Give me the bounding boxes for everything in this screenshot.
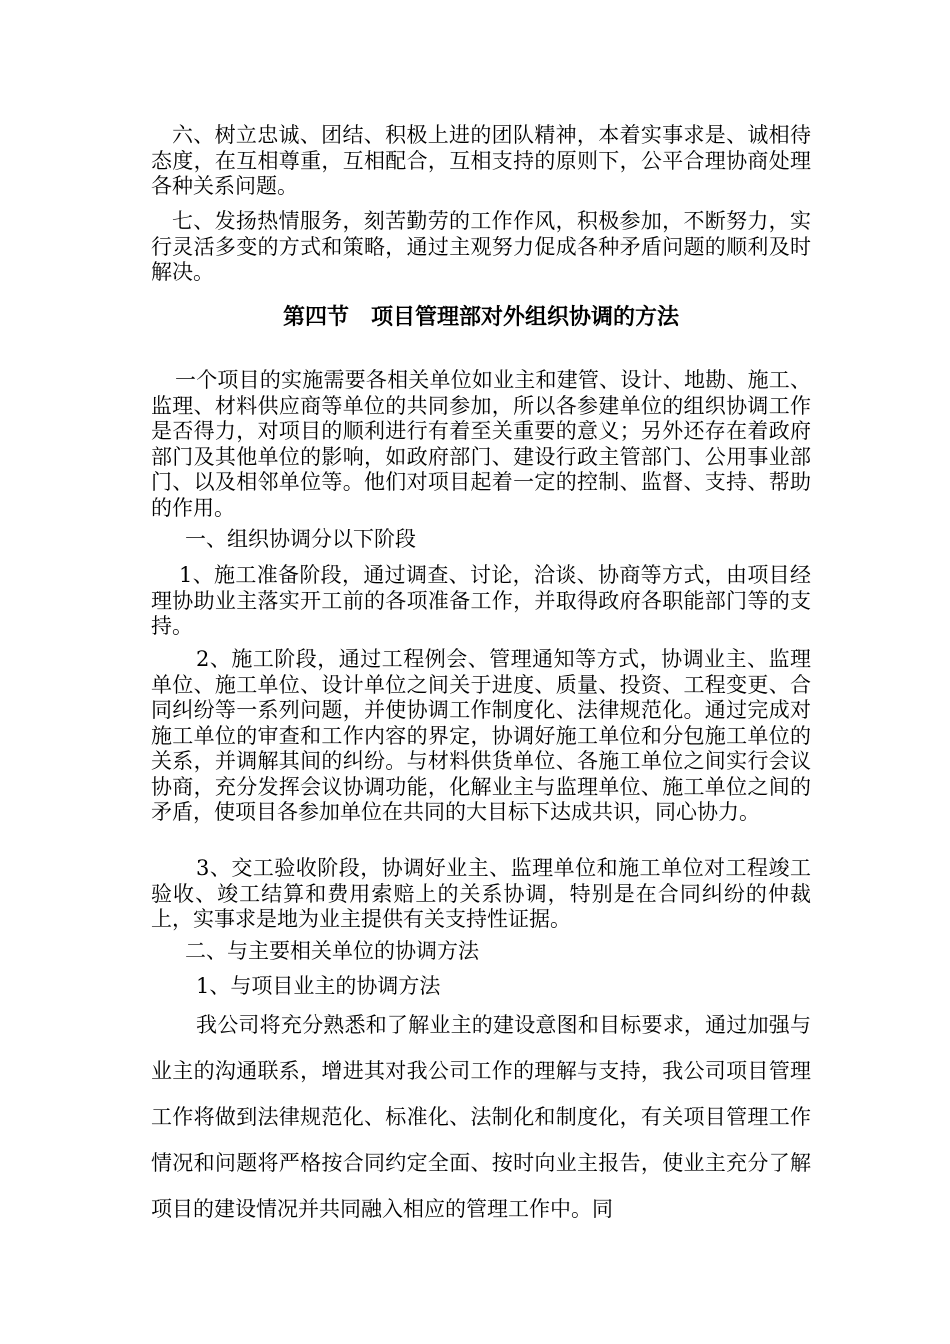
subheading-coordination-methods: 二、与主要相关单位的协调方法 bbox=[185, 939, 479, 963]
subheading-owner-coordination: 1、与项目业主的协调方法 bbox=[196, 974, 441, 998]
intro-paragraph: 一个项目的实施需要各相关单位如业主和建管、设计、地勘、施工、监理、材料供应商等单位的共同参加，所以各参建单位的组织协调工作是否得力，对项目的顺利进行有着至关重要的意义；另外还存在着政府部门及其他单位的影响，如政府部门、建设行政主管部门、公用事业部门、以及相邻单位等。他们对项目起着一定的控制、监督、支持、帮助的作用。 bbox=[151, 368, 811, 520]
paragraph-owner-coordination: 我公司将充分熟悉和了解业主的建设意图和目标要求，通过加强与业主的沟通联系，增进其对我公司工作的理解与支持，我公司项目管理工作将做到法律规范化、标准化、法制化和制度化，有关项目管理工作情况和问题将严格按合同约定全面、按时向业主报告，使业主充分了解项目的建设情况并共同融入相应的管理工作中。同 bbox=[151, 1013, 811, 1221]
subheading-stages: 一、组织协调分以下阶段 bbox=[185, 527, 416, 551]
paragraph-stage-construction: 2、施工阶段，通过工程例会、管理通知等方式，协调业主、监理单位、施工单位、设计单位之间关于进度、质量、投资、工程变更、合同纠纷等一系列问题，并使协调工作制度化、法律规范化。通过完成对施工单位的审查和工作内容的界定，协调好施工单位和分包施工单位的关系，并调解其间的纠纷。与材料供货单位、各施工单位之间实行会议协商，充分发挥会议协调功能，化解业主与监理单位、施工单位之间的矛盾，使项目各参加单位在共同的大目标下达成共识，同心协力。 bbox=[151, 647, 811, 824]
paragraph-item-six: 六、树立忠诚、团结、积极上进的团队精神，本着实事求是、诚相待态度，在互相尊重，互相配合，互相支持的原则下，公平合理协商处理各种关系问题。 bbox=[151, 123, 811, 198]
section-heading: 第四节 项目管理部对外组织协调的方法 bbox=[282, 305, 679, 330]
paragraph-stage-preparation: 1、施工准备阶段，通过调查、讨论，洽谈、协商等方式，由项目经理协助业主落实开工前的各项准备工作，并取得政府各职能部门等的支持。 bbox=[151, 563, 811, 638]
paragraph-stage-acceptance: 3、交工验收阶段，协调好业主、监理单位和施工单位对工程竣工验收、竣工结算和费用索赔上的关系协调，特别是在合同纠纷的仲裁上，实事求是地为业主提供有关支持性证据。 bbox=[151, 856, 811, 931]
paragraph-item-seven: 七、发扬热情服务，刻苦勤劳的工作作风，积极参加，不断努力，实行灵活多变的方式和策略，通过主观努力促成各种矛盾问题的顺利及时解决。 bbox=[151, 209, 811, 284]
